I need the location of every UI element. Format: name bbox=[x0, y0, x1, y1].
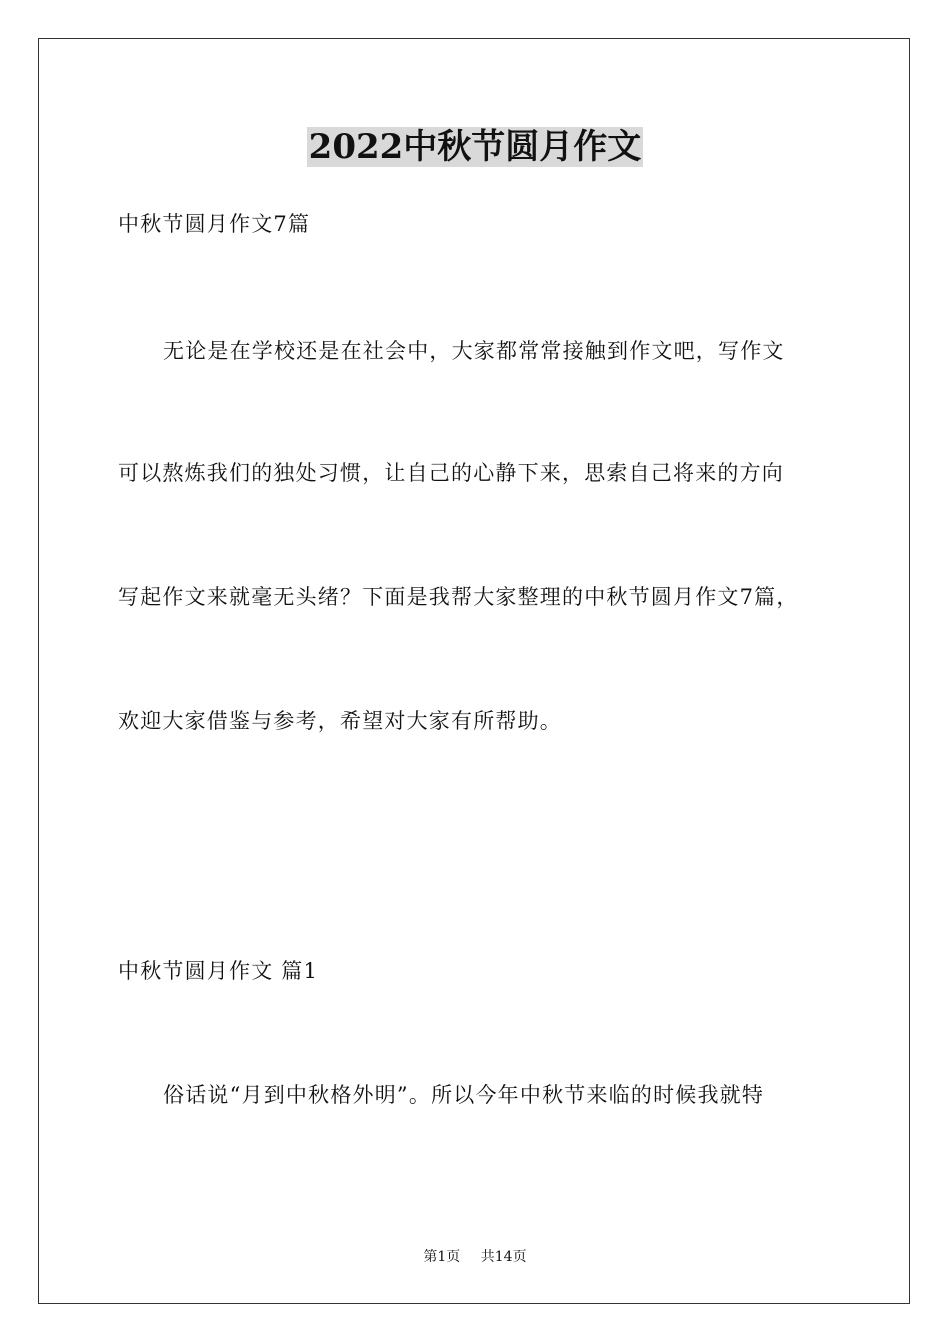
document-title bbox=[0, 124, 950, 170]
page-number-current: 第1页 bbox=[423, 1249, 461, 1265]
page-number-total: 共14页 bbox=[480, 1249, 527, 1265]
document-title-text: 2022中秋节圆月作文 bbox=[308, 127, 642, 167]
section-line-1: 俗话说“月到中秋格外明”。所以今年中秋节来临的时候我就特 bbox=[163, 1083, 765, 1107]
intro-line-4: 欢迎大家借鉴与参考，希望对大家有所帮助。 bbox=[118, 709, 562, 733]
intro-line-1: 无论是在学校还是在社会中，大家都常常接触到作文吧，写作文 bbox=[163, 339, 785, 363]
section-heading: 中秋节圆月作文 篇1 bbox=[118, 959, 319, 983]
document-subtitle: 中秋节圆月作文7篇 bbox=[118, 212, 311, 236]
page-footer bbox=[0, 1247, 950, 1267]
intro-line-2: 可以熬炼我们的独处习惯，让自己的心静下来，思索自己将来的方向 bbox=[118, 461, 784, 485]
intro-line-3: 写起作文来就毫无头绪？下面是我帮大家整理的中秋节圆月作文7篇， bbox=[118, 585, 799, 609]
